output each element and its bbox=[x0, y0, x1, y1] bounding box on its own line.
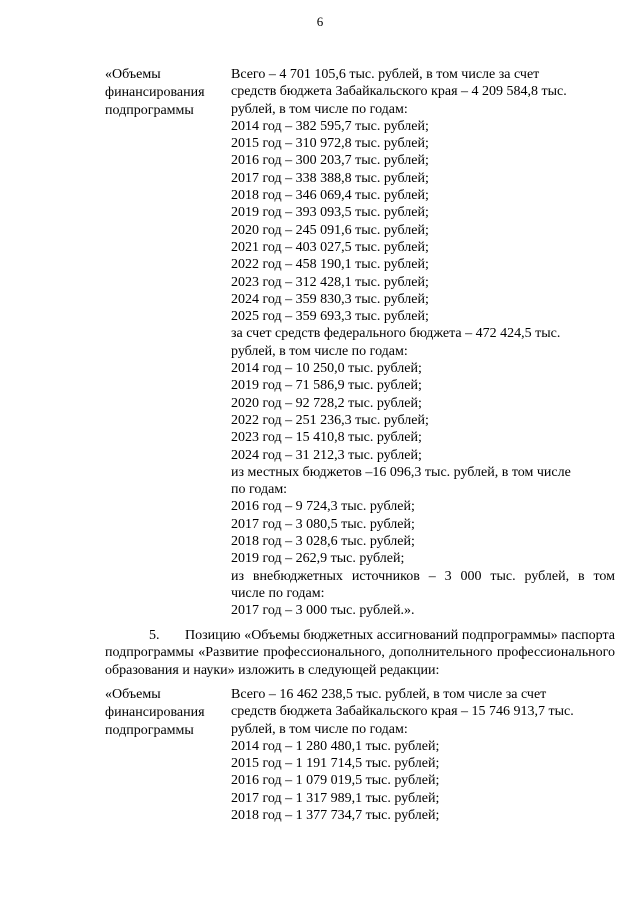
label-line: подпрограммы bbox=[105, 103, 194, 118]
year-line: 2014 год – 382 595,7 тыс. рублей; bbox=[231, 118, 429, 134]
total-line: рублей, в том числе по годам: bbox=[231, 101, 408, 117]
total-line: средств бюджета Забайкальского края – 15 746 913,7 тыс. bbox=[231, 704, 574, 720]
paragraph-number: 5. bbox=[149, 628, 160, 643]
year-line: 2020 год – 245 091,6 тыс. рублей; bbox=[231, 222, 429, 238]
year-line: 2017 год – 3 000 тыс. рублей.». bbox=[231, 603, 415, 619]
year-line: 2022 год – 458 190,1 тыс. рублей; bbox=[231, 257, 429, 273]
total-line: рублей, в том числе по годам: bbox=[231, 721, 408, 737]
funding-block-1 bbox=[105, 66, 615, 620]
page-number: 6 bbox=[316, 14, 324, 29]
funding-values bbox=[231, 686, 615, 824]
year-line: 2019 год – 71 586,9 тыс. рублей; bbox=[231, 378, 422, 394]
label-line: «Объемы bbox=[105, 67, 161, 82]
year-line: 2018 год – 346 069,4 тыс. рублей; bbox=[231, 188, 429, 204]
total-line: Всего – 16 462 238,5 тыс. рублей, в том числе за счет bbox=[231, 687, 547, 702]
label-line: «Объемы bbox=[105, 687, 161, 702]
year-line: 2015 год – 1 191 714,5 тыс. рублей; bbox=[231, 756, 440, 772]
year-line: 2019 год – 393 093,5 тыс. рублей; bbox=[231, 205, 429, 221]
year-line: 2018 год – 3 028,6 тыс. рублей; bbox=[231, 534, 415, 550]
paragraph-5 bbox=[105, 627, 615, 679]
year-line: 2014 год – 1 280 480,1 тыс. рублей; bbox=[231, 738, 440, 754]
paragraph-text: Позицию «Объемы бюджетных ассигнований подпрограммы» паспорта подпрограммы «Развитие профессионального, дополнительного профессионального образования и науки» изложить в следующей редакции: bbox=[105, 628, 615, 678]
total-line: средств бюджета Забайкальского края – 4 209 584,8 тыс. bbox=[231, 84, 567, 100]
year-line: 2018 год – 1 377 734,7 тыс. рублей; bbox=[231, 808, 440, 824]
funding-label bbox=[105, 686, 231, 824]
year-line: 2025 год – 359 693,3 тыс. рублей; bbox=[231, 309, 429, 325]
label-line: подпрограммы bbox=[105, 723, 194, 738]
year-line: 2023 год – 312 428,1 тыс. рублей; bbox=[231, 274, 429, 290]
extrabudget-header-line: из внебюджетных источников – 3 000 тыс. рублей, в том bbox=[231, 568, 615, 584]
year-line: 2023 год – 15 410,8 тыс. рублей; bbox=[231, 430, 422, 446]
year-line: 2014 год – 10 250,0 тыс. рублей; bbox=[231, 361, 422, 377]
funding-label bbox=[105, 66, 231, 620]
year-line: 2022 год – 251 236,3 тыс. рублей; bbox=[231, 412, 429, 428]
extrabudget-header-line: числе по годам: bbox=[231, 585, 325, 601]
year-line: 2015 год – 310 972,8 тыс. рублей; bbox=[231, 136, 429, 152]
year-line: 2017 год – 3 080,5 тыс. рублей; bbox=[231, 516, 415, 532]
year-line: 2017 год – 338 388,8 тыс. рублей; bbox=[231, 170, 429, 186]
year-line: 2024 год – 31 212,3 тыс. рублей; bbox=[231, 447, 422, 463]
year-line: 2017 год – 1 317 989,1 тыс. рублей; bbox=[231, 790, 440, 806]
year-line: 2020 год – 92 728,2 тыс. рублей; bbox=[231, 395, 422, 411]
year-line: 2016 год – 1 079 019,5 тыс. рублей; bbox=[231, 773, 440, 789]
year-line: 2021 год – 403 027,5 тыс. рублей; bbox=[231, 239, 429, 255]
label-line: финансирования bbox=[105, 705, 205, 720]
year-line: 2016 год – 9 724,3 тыс. рублей; bbox=[231, 499, 415, 515]
funding-values bbox=[231, 66, 615, 620]
total-line: Всего – 4 701 105,6 тыс. рублей, в том числе за счет bbox=[231, 67, 540, 82]
federal-header-line: за счет средств федерального бюджета – 472 424,5 тыс. bbox=[231, 326, 561, 342]
year-line: 2016 год – 300 203,7 тыс. рублей; bbox=[231, 153, 429, 169]
federal-header-line: рублей, в том числе по годам: bbox=[231, 343, 408, 359]
local-header-line: по годам: bbox=[231, 482, 288, 498]
label-line: финансирования bbox=[105, 85, 205, 100]
year-line: 2024 год – 359 830,3 тыс. рублей; bbox=[231, 291, 429, 307]
funding-block-2 bbox=[105, 686, 615, 824]
local-header-line: из местных бюджетов –16 096,3 тыс. рублей, в том числе bbox=[231, 464, 571, 480]
year-line: 2019 год – 262,9 тыс. рублей; bbox=[231, 551, 405, 567]
